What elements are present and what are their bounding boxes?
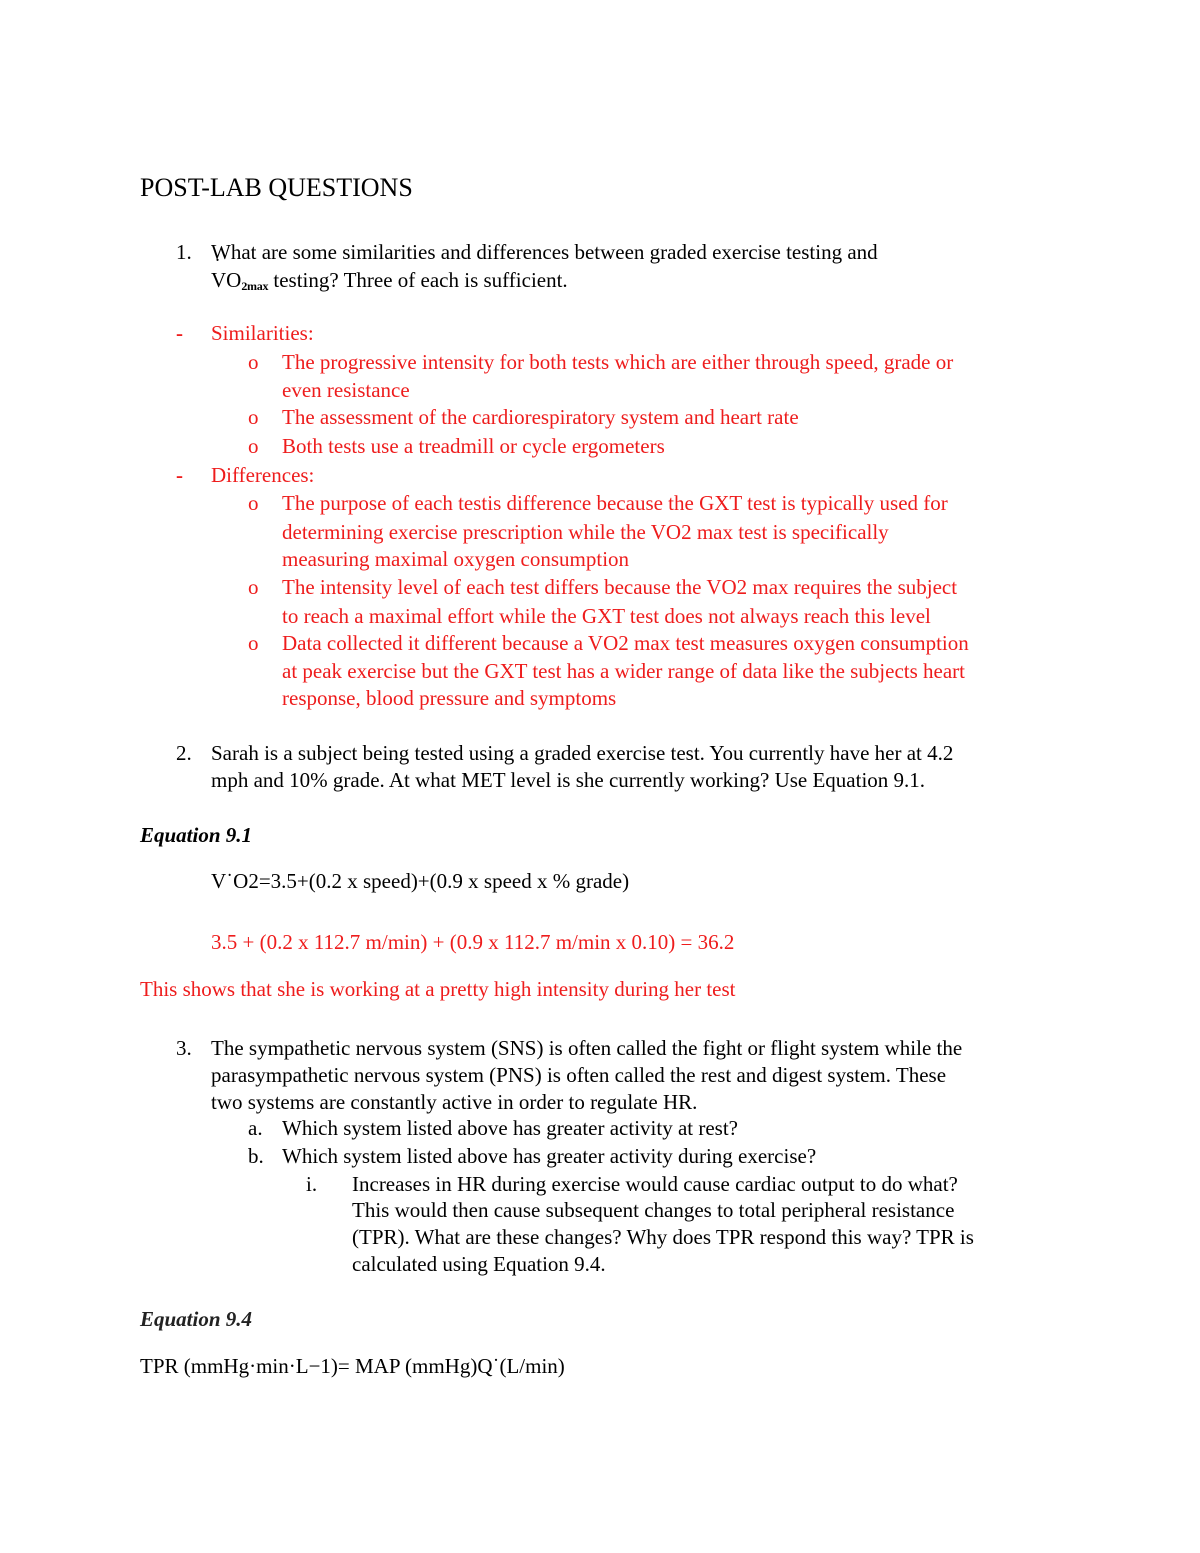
q3b-label: b. bbox=[248, 1144, 264, 1168]
similarity-1-line2: even resistance bbox=[282, 378, 410, 402]
bullet-marker: o bbox=[248, 405, 259, 429]
q3bi-line4: calculated using Equation 9.4. bbox=[352, 1252, 606, 1276]
page-title: POST-LAB QUESTIONS bbox=[140, 173, 413, 202]
bullet-marker: o bbox=[248, 575, 259, 599]
q3-line2: parasympathetic nervous system (PNS) is often called the rest and digest system. These bbox=[211, 1063, 947, 1087]
q3a-text: Which system listed above has greater activity at rest? bbox=[282, 1116, 739, 1140]
difference-2-line1: The intensity level of each test differs because the VO2 max requires the subject bbox=[282, 575, 958, 599]
vo2-o: O bbox=[226, 268, 242, 292]
similarities-dash: - bbox=[176, 321, 183, 345]
vo2-v: ˙ V bbox=[211, 266, 226, 294]
q3-line1: The sympathetic nervous system (SNS) is often called the fight or flight system while the bbox=[211, 1036, 963, 1060]
q3bi-line3: (TPR). What are these changes? Why does TPR respond this way? TPR is bbox=[352, 1225, 974, 1249]
differences-label: Differences: bbox=[211, 463, 315, 487]
q3-line3: two systems are constantly active in order to regulate HR. bbox=[211, 1090, 698, 1114]
difference-3-line1: Data collected it different because a VO2 max test measures oxygen consumption bbox=[282, 631, 969, 655]
equation-9-4-formula: TPR (mmHg·min·L−1)= MAP (mmHg)Q˙(L/min) bbox=[140, 1354, 565, 1378]
equation-9-4-heading: Equation 9.4 bbox=[140, 1307, 253, 1331]
q3bi-label: i. bbox=[306, 1172, 318, 1196]
bullet-marker: o bbox=[248, 491, 259, 515]
q1-line1: What are some similarities and differences between graded exercise testing and bbox=[211, 240, 878, 264]
q2-line2: mph and 10% grade. At what MET level is she currently working? Use Equation 9.1. bbox=[211, 768, 926, 792]
q1-line2-rest: testing? Three of each is sufficient. bbox=[268, 268, 568, 292]
differences-dash: - bbox=[176, 463, 183, 487]
equation-9-1-heading: Equation 9.1 bbox=[140, 823, 253, 847]
vo2-subscript: 2max bbox=[241, 279, 269, 293]
equation-9-1-answer: 3.5 + (0.2 x 112.7 m/min) + (0.9 x 112.7 m/min x 0.10) = 36.2 bbox=[211, 930, 735, 954]
q2-line1: Sarah is a subject being tested using a graded exercise test. You currently have her at 4.2 bbox=[211, 741, 954, 765]
equation-9-1-formula: V˙O2=3.5+(0.2 x speed)+(0.9 x speed x % grade) bbox=[211, 869, 630, 893]
q3a-label: a. bbox=[248, 1116, 263, 1140]
similarities-label: Similarities: bbox=[211, 321, 314, 345]
q3b-text: Which system listed above has greater activity during exercise? bbox=[282, 1144, 817, 1168]
bullet-marker: o bbox=[248, 631, 259, 655]
difference-1-line1: The purpose of each testis difference because the GXT test is typically used for bbox=[282, 491, 948, 515]
bullet-marker: o bbox=[248, 434, 259, 458]
bullet-marker: o bbox=[248, 350, 259, 374]
q3bi-line2: This would then cause subsequent changes to total peripheral resistance bbox=[352, 1198, 955, 1222]
q1-line2 bbox=[211, 266, 568, 300]
similarity-1-line1: The progressive intensity for both tests which are either through speed, grade or bbox=[282, 350, 954, 374]
similarity-2: The assessment of the cardiorespiratory system and heart rate bbox=[282, 405, 799, 429]
difference-3-line3: response, blood pressure and symptoms bbox=[282, 686, 617, 710]
difference-1-line3: measuring maximal oxygen consumption bbox=[282, 547, 630, 571]
difference-2-line2: to reach a maximal effort while the GXT test does not always reach this level bbox=[282, 604, 931, 628]
difference-3-line2: at peak exercise but the GXT test has a wider range of data like the subjects heart bbox=[282, 659, 966, 683]
q3bi-line1: Increases in HR during exercise would cause cardiac output to do what? bbox=[352, 1172, 958, 1196]
equation-9-1-conclusion: This shows that she is working at a pretty high intensity during her test bbox=[140, 977, 736, 1001]
q3-number: 3. bbox=[176, 1036, 192, 1060]
q2-number: 2. bbox=[176, 741, 192, 765]
difference-1-line2: determining exercise prescription while the VO2 max test is specifically bbox=[282, 520, 889, 544]
q1-number: 1. bbox=[176, 240, 192, 264]
similarity-3: Both tests use a treadmill or cycle ergometers bbox=[282, 434, 665, 458]
